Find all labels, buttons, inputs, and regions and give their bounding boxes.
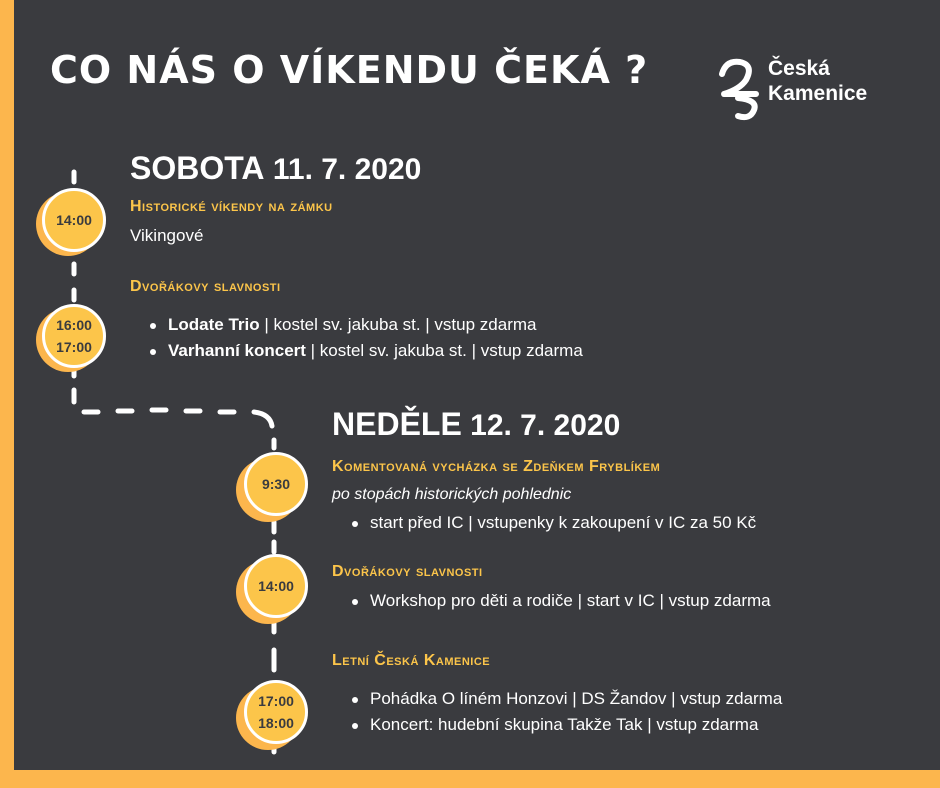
list-item: Workshop pro děti a rodiče | start v IC | vstup zdarma [350, 588, 771, 614]
item-name: Varhanní koncert [168, 341, 306, 360]
event-title-sat-2: Dvořákovy slavnosti [130, 278, 281, 295]
sunday-date: 12. 7. 2020 [470, 409, 621, 442]
saturday-date: 11. 7. 2020 [272, 153, 422, 186]
event-subtitle-sun-1: po stopách historických pohlednic [332, 486, 572, 503]
event-title-sat-1: Historické víkendy na zámku [130, 198, 333, 215]
time-label: 18:00 [258, 715, 294, 731]
logo-line1: Česká [768, 57, 830, 80]
event-title-sun-2: Dvořákovy slavnosti [332, 563, 483, 580]
event-items-sun-3 [350, 686, 782, 738]
time-badge-sun-3 [244, 680, 308, 744]
item-details: | kostel sv. jakuba st. | vstup zdarma [305, 341, 583, 360]
event-items-sun-1 [350, 510, 756, 536]
time-badge-sat-2 [42, 304, 106, 368]
event-title-sun-1: Komentovaná vycházka se Zdeňkem Fryblíkem [332, 458, 661, 475]
time-label: 9:30 [261, 476, 291, 492]
list-item: start před IC | vstupenky k zakoupení v IC za 50 Kč [350, 510, 756, 536]
time-badge-sun-1 [244, 452, 308, 516]
logo-mark-icon [716, 56, 766, 126]
sunday-day: NEDĚLE [332, 406, 462, 442]
event-title-sun-3: Letní Česká Kamenice [332, 652, 491, 669]
saturday-day: SOBOTA [130, 150, 265, 186]
item-details: | kostel sv. jakuba st. | vstup zdarma [259, 315, 537, 334]
item-name: Lodate Trio [168, 315, 260, 334]
list-item: Koncert: hudební skupina Takže Tak | vstup zdarma [350, 712, 782, 738]
time-badge-sat-1 [42, 188, 106, 252]
list-item [148, 338, 583, 364]
time-badge-sun-2 [244, 554, 308, 618]
event-items-sat-2 [148, 312, 583, 364]
event-items-sun-2 [350, 588, 771, 614]
time-label: 14:00 [56, 212, 92, 228]
time-label: 16:00 [56, 317, 92, 333]
saturday-heading [130, 150, 421, 187]
sunday-heading [332, 406, 620, 443]
logo-line2: Kamenice [768, 82, 868, 105]
ceska-kamenice-logo [716, 56, 906, 126]
time-label: 17:00 [56, 339, 92, 355]
time-label: 14:00 [258, 578, 294, 594]
event-subtitle-sat-1: Vikingové [130, 226, 204, 245]
list-item: Pohádka O líném Honzovi | DS Žandov | vstup zdarma [350, 686, 782, 712]
page-title: CO NÁS O VÍKENDU ČEKÁ ? [50, 48, 649, 92]
time-label: 17:00 [258, 693, 294, 709]
list-item [148, 312, 583, 338]
